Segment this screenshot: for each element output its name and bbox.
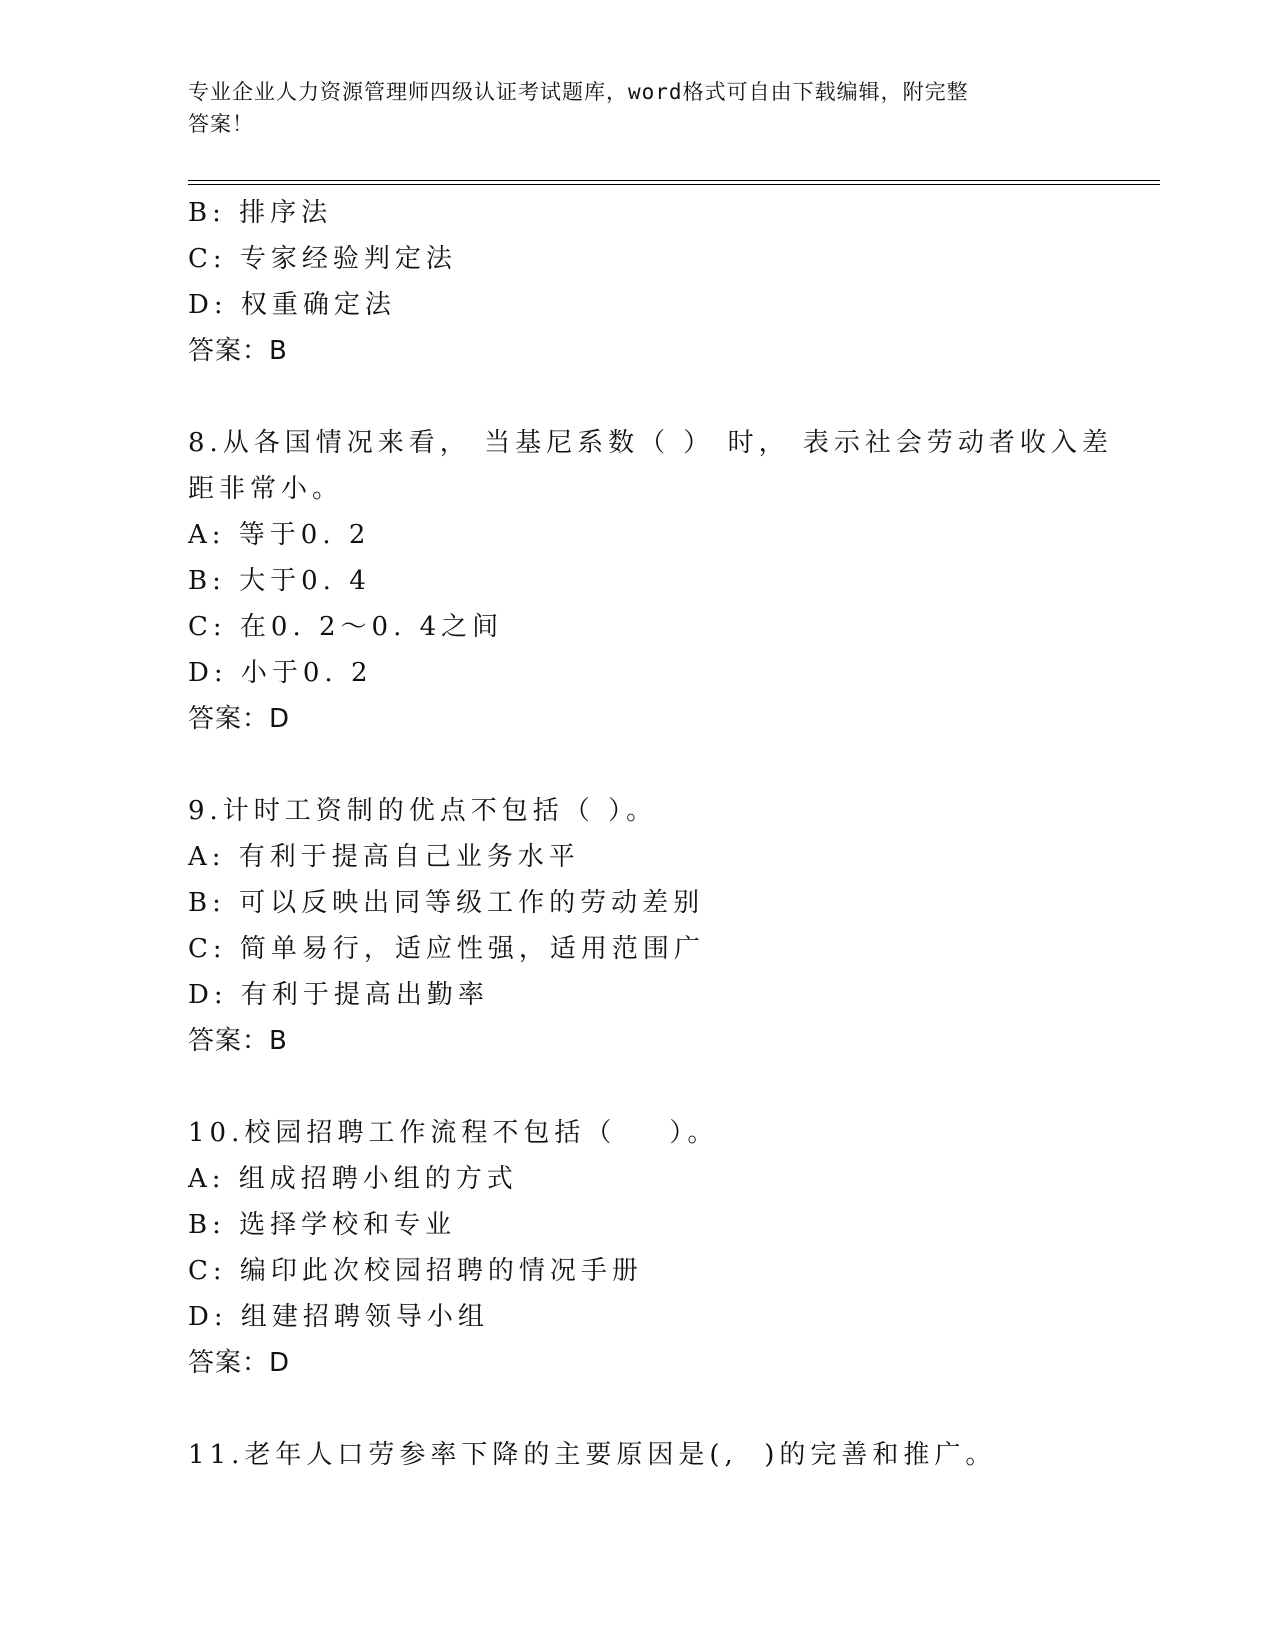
question-11 — [188, 1432, 1088, 1478]
option-a: A: 等于0. 2 — [188, 520, 371, 550]
question-7-continued — [188, 190, 1088, 374]
header-divider — [188, 180, 1160, 185]
option-d: D: 小于0. 2 — [188, 658, 373, 688]
question-9 — [188, 788, 1088, 1064]
header-line-2: 答案！ — [188, 112, 254, 136]
answer-line: 答案：D — [188, 704, 291, 734]
option-a: A: 有利于提高自己业务水平 — [188, 842, 580, 872]
question-stem: 8.从各国情况来看， 当基尼系数（ ） 时， 表示社会劳动者收入差 — [188, 428, 1113, 458]
spacer — [188, 1386, 1088, 1432]
option-c: C: 简单易行，适应性强，适用范围广 — [188, 934, 705, 964]
question-stem: 10.校园招聘工作流程不包括（ ）。 — [188, 1118, 719, 1148]
option-b: B: 大于0. 4 — [188, 566, 371, 596]
option-d: D: 组建招聘领导小组 — [188, 1302, 489, 1332]
option-c: C: 在0. 2～0. 4之间 — [188, 612, 504, 642]
page-header — [188, 76, 1088, 140]
question-stem: 9.计时工资制的优点不包括（ ）。 — [188, 796, 658, 826]
question-stem: 11.老年人口劳参率下降的主要原因是(, )的完善和推广。 — [188, 1440, 997, 1470]
option-b: B: 可以反映出同等级工作的劳动差别 — [188, 888, 705, 918]
option-d: D: 权重确定法 — [188, 290, 396, 320]
answer-line: 答案：B — [188, 336, 288, 366]
option-c: C: 编印此次校园招聘的情况手册 — [188, 1256, 643, 1286]
spacer — [188, 1064, 1088, 1110]
option-c: C: 专家经验判定法 — [188, 244, 457, 274]
option-b: B: 选择学校和专业 — [188, 1210, 457, 1240]
question-8 — [188, 420, 1113, 742]
answer-line: 答案：D — [188, 1348, 291, 1378]
option-b: B: 排序法 — [188, 198, 333, 228]
option-d: D: 有利于提高出勤率 — [188, 980, 489, 1010]
header-line-1: 专业企业人力资源管理师四级认证考试题库，word格式可自由下载编辑，附完整 — [188, 80, 969, 104]
question-10 — [188, 1110, 1088, 1386]
spacer — [188, 374, 1088, 420]
answer-line: 答案：B — [188, 1026, 288, 1056]
option-a: A: 组成招聘小组的方式 — [188, 1164, 518, 1194]
spacer — [188, 742, 1088, 788]
question-stem-continued: 距非常小。 — [188, 474, 344, 504]
document-body — [188, 190, 1113, 1478]
